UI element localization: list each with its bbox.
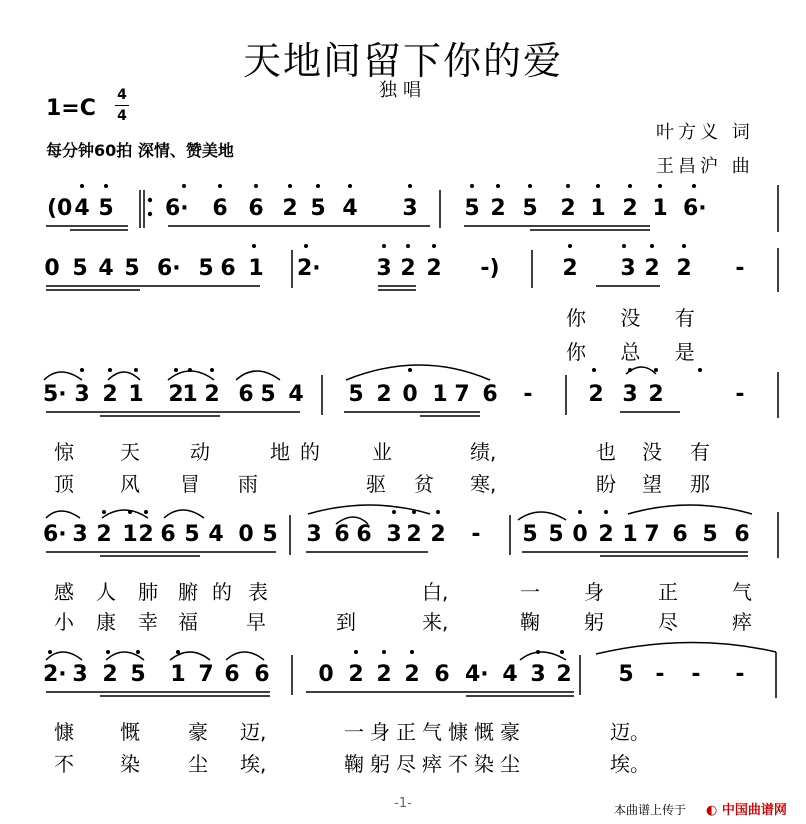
lyric-l4b-8: 躬 [584, 610, 604, 634]
note-row1-3: 6· [165, 196, 189, 221]
note-row4-20: 2 [598, 522, 614, 547]
note-row5-19: - [691, 662, 701, 687]
note-row5-7: 6 [254, 662, 270, 687]
note-row2-17: - [735, 256, 745, 281]
note-row4-21: 1 [622, 522, 638, 547]
note-row5-9: 2 [348, 662, 364, 687]
note-row5-0: 2· [43, 662, 67, 687]
note-row4-2: 2 [96, 522, 112, 547]
note-row4-11: 6 [334, 522, 350, 547]
note-row4-24: 5 [702, 522, 718, 547]
note-row4-0: 6· [43, 522, 67, 547]
lyric-l5b-4: 鞠躬尽瘁不染尘 [344, 752, 526, 776]
score-title: 天地间留下你的爱 [242, 39, 563, 83]
note-row3-19: 2 [648, 382, 664, 407]
note-row3-12: 0 [402, 382, 418, 407]
lyric-l5b-2: 尘 [188, 752, 208, 776]
note-row3-17: 2 [588, 382, 604, 407]
lyric-l4b-4: 早 [246, 610, 266, 634]
lyric-l3a-9: 有 [690, 440, 710, 464]
note-row5-3: 5 [130, 662, 146, 687]
lyric-l3b-6: 寒, [470, 472, 497, 496]
lyric-l5a-1: 慨 [120, 720, 140, 744]
lyric-l4a-8: 身 [584, 580, 604, 604]
lyric-l3a-0: 惊 [54, 440, 74, 464]
lyric-l3b-9: 那 [690, 472, 710, 496]
note-row2-3: 5 [124, 256, 140, 281]
lyric-l5b-5: 埃。 [610, 752, 650, 776]
note-row4-12: 6 [356, 522, 372, 547]
lyric-l5a-0: 慷 [54, 720, 74, 744]
note-row1-5: 6 [248, 196, 264, 221]
lyric-verse2-intro: 你 总 是 [566, 340, 709, 364]
note-row1-12: 5 [522, 196, 538, 221]
note-row2-0: 0 [44, 256, 60, 281]
page-number: -1- [394, 796, 412, 811]
lyric-l4b-1: 康 [96, 610, 116, 634]
note-row2-2: 4 [98, 256, 114, 281]
upload-note: 本曲谱上传于 [614, 803, 687, 817]
lyric-l5a-5: 迈。 [610, 720, 650, 744]
note-row4-23: 6 [672, 522, 688, 547]
lyric-l5b-3: 埃, [240, 752, 267, 776]
note-row5-14: 4 [502, 662, 518, 687]
lyric-l4b-5: 到 [336, 610, 356, 634]
note-row4-18: 5 [548, 522, 564, 547]
note-row4-1: 3 [72, 522, 88, 547]
note-row1-17: 6· [683, 196, 707, 221]
note-row4-14: 2 [406, 522, 422, 547]
note-row1-7: 5 [310, 196, 326, 221]
note-row4-13: 3 [386, 522, 402, 547]
note-row1-15: 2 [622, 196, 638, 221]
note-row2-10: 2 [400, 256, 416, 281]
lyric-l3a-3: 地 [270, 440, 290, 464]
lyric-l3a-1: 天 [120, 440, 140, 464]
note-row2-8: 2· [297, 256, 321, 281]
lyric-l4a-1: 人 [96, 580, 116, 604]
note-row2-6: 6 [220, 256, 236, 281]
note-row1-10: 5 [464, 196, 480, 221]
lyric-l4b-0: 小 [54, 610, 74, 634]
key-signature: 1=C [46, 96, 96, 121]
note-row1-2: 5 [98, 196, 114, 221]
note-row4-8: 0 [238, 522, 254, 547]
lyric-l5a-3: 迈, [240, 720, 267, 744]
note-row4-4: 2 [138, 522, 154, 547]
note-row1-13: 2 [560, 196, 576, 221]
note-row1-16: 1 [652, 196, 668, 221]
note-row1-4: 6 [212, 196, 228, 221]
note-row3-10: 5 [348, 382, 364, 407]
lyric-l4a-6: 白, [422, 580, 449, 604]
note-row3-9: 4 [288, 382, 304, 407]
note-row5-20: - [735, 662, 745, 687]
lyric-l4a-4: 的 [212, 580, 232, 604]
lyric-l3b-0: 顶 [54, 472, 74, 496]
note-row5-11: 2 [404, 662, 420, 687]
logo-icon: ◐ [706, 803, 718, 818]
note-row2-1: 5 [72, 256, 88, 281]
note-row3-18: 3 [622, 382, 638, 407]
lyric-l3a-8: 没 [642, 440, 662, 464]
note-row1-0: (0 [47, 196, 73, 221]
note-row3-1: 3 [74, 382, 90, 407]
note-row5-15: 3 [530, 662, 546, 687]
note-row3-16: - [523, 382, 533, 407]
note-row3-5: 1 [182, 382, 198, 407]
lyric-l4a-5: 表 [248, 580, 268, 604]
lyric-l3b-3: 雨 [238, 472, 258, 496]
note-row4-5: 6 [160, 522, 176, 547]
lyric-l3b-8: 望 [642, 472, 662, 496]
note-row3-13: 1 [432, 382, 448, 407]
lyric-l3a-6: 绩, [470, 440, 497, 464]
lyricist-credit: 叶方义 词 [656, 122, 754, 143]
note-row3-6: 2 [204, 382, 220, 407]
note-row3-2: 2 [102, 382, 118, 407]
note-row2-15: 2 [644, 256, 660, 281]
note-row5-16: 2 [556, 662, 572, 687]
note-row3-3: 1 [128, 382, 144, 407]
note-row3-4: 2 [168, 382, 184, 407]
note-row4-9: 5 [262, 522, 278, 547]
note-row4-19: 0 [572, 522, 588, 547]
note-row1-14: 1 [590, 196, 606, 221]
lyric-l5b-1: 染 [120, 752, 140, 776]
note-row5-17: 5 [618, 662, 634, 687]
note-row5-2: 2 [102, 662, 118, 687]
lyric-l5b-0: 不 [54, 752, 74, 776]
lyric-l3b-5: 贫 [414, 472, 434, 496]
lyric-l4b-6: 来, [422, 610, 449, 634]
lyric-l5a-4: 一身正气慷慨豪 [344, 720, 526, 744]
lyric-l3a-7: 也 [596, 440, 616, 464]
note-row2-5: 5 [198, 256, 214, 281]
note-row5-4: 1 [170, 662, 186, 687]
lyric-l4b-7: 鞠 [520, 610, 540, 634]
note-row5-18: - [655, 662, 665, 687]
note-row3-7: 6 [238, 382, 254, 407]
lyric-l4a-3: 腑 [178, 580, 198, 604]
note-row3-11: 2 [376, 382, 392, 407]
lyric-l3b-4: 驱 [366, 472, 386, 496]
lyric-l3a-4: 的 [300, 440, 320, 464]
note-row5-1: 3 [72, 662, 88, 687]
note-row4-6: 5 [184, 522, 200, 547]
lyric-l4a-7: 一 [520, 580, 540, 604]
note-row3-0: 5· [43, 382, 67, 407]
note-row5-12: 6 [434, 662, 450, 687]
note-row4-22: 7 [644, 522, 660, 547]
composer-credit: 王昌沪 曲 [656, 156, 754, 177]
time-top: 4 [117, 87, 127, 103]
note-row1-6: 2 [282, 196, 298, 221]
lyric-verse1-intro: 你 没 有 [566, 306, 709, 330]
note-row5-13: 4· [465, 662, 489, 687]
lyric-l3a-2: 动 [190, 440, 210, 464]
lyric-l4a-2: 肺 [138, 580, 158, 604]
note-row2-14: 3 [620, 256, 636, 281]
site-name: 中国曲谱网 [721, 803, 787, 818]
note-row2-4: 6· [157, 256, 181, 281]
note-row4-16: - [471, 522, 481, 547]
note-row1-8: 4 [342, 196, 358, 221]
note-row1-1: 4 [74, 196, 90, 221]
note-row2-11: 2 [426, 256, 442, 281]
lyric-l3b-1: 风 [120, 472, 140, 496]
time-bottom: 4 [117, 108, 127, 124]
note-row2-12: -) [480, 256, 500, 281]
note-row2-7: 1 [248, 256, 264, 281]
note-row2-16: 2 [676, 256, 692, 281]
note-row4-15: 2 [430, 522, 446, 547]
note-row4-7: 4 [208, 522, 224, 547]
lyric-l4a-9: 正 [658, 580, 678, 604]
note-row4-10: 3 [306, 522, 322, 547]
lyric-l3a-5: 业 [372, 440, 392, 464]
note-row1-11: 2 [490, 196, 506, 221]
lyric-l5a-2: 豪 [188, 720, 208, 744]
lyric-l4b-2: 幸 [138, 610, 158, 634]
note-row2-9: 3 [376, 256, 392, 281]
lyric-l4b-10: 瘁 [732, 610, 752, 634]
note-row5-5: 7 [198, 662, 214, 687]
lyric-l4b-3: 福 [178, 610, 198, 634]
note-row4-3: 1 [122, 522, 138, 547]
note-row4-25: 6 [734, 522, 750, 547]
note-row3-15: 6 [482, 382, 498, 407]
note-row4-17: 5 [522, 522, 538, 547]
note-row1-9: 3 [402, 196, 418, 221]
site-logo [706, 799, 787, 818]
lyric-l4b-9: 尽 [658, 610, 678, 634]
lyric-l3b-7: 盼 [596, 472, 616, 496]
note-row5-10: 2 [376, 662, 392, 687]
note-row3-20: - [735, 382, 745, 407]
lyric-l4a-10: 气 [732, 580, 752, 604]
tempo-marking: 每分钟60拍 深情、赞美地 [46, 141, 234, 160]
note-row5-8: 0 [318, 662, 334, 687]
note-row2-13: 2 [562, 256, 578, 281]
note-row3-14: 7 [454, 382, 470, 407]
note-row5-6: 6 [224, 662, 240, 687]
lyric-l3b-2: 冒 [180, 472, 200, 496]
lyric-l4a-0: 感 [54, 580, 74, 604]
performance-type: 独唱 [379, 80, 427, 101]
note-row3-8: 5 [260, 382, 276, 407]
